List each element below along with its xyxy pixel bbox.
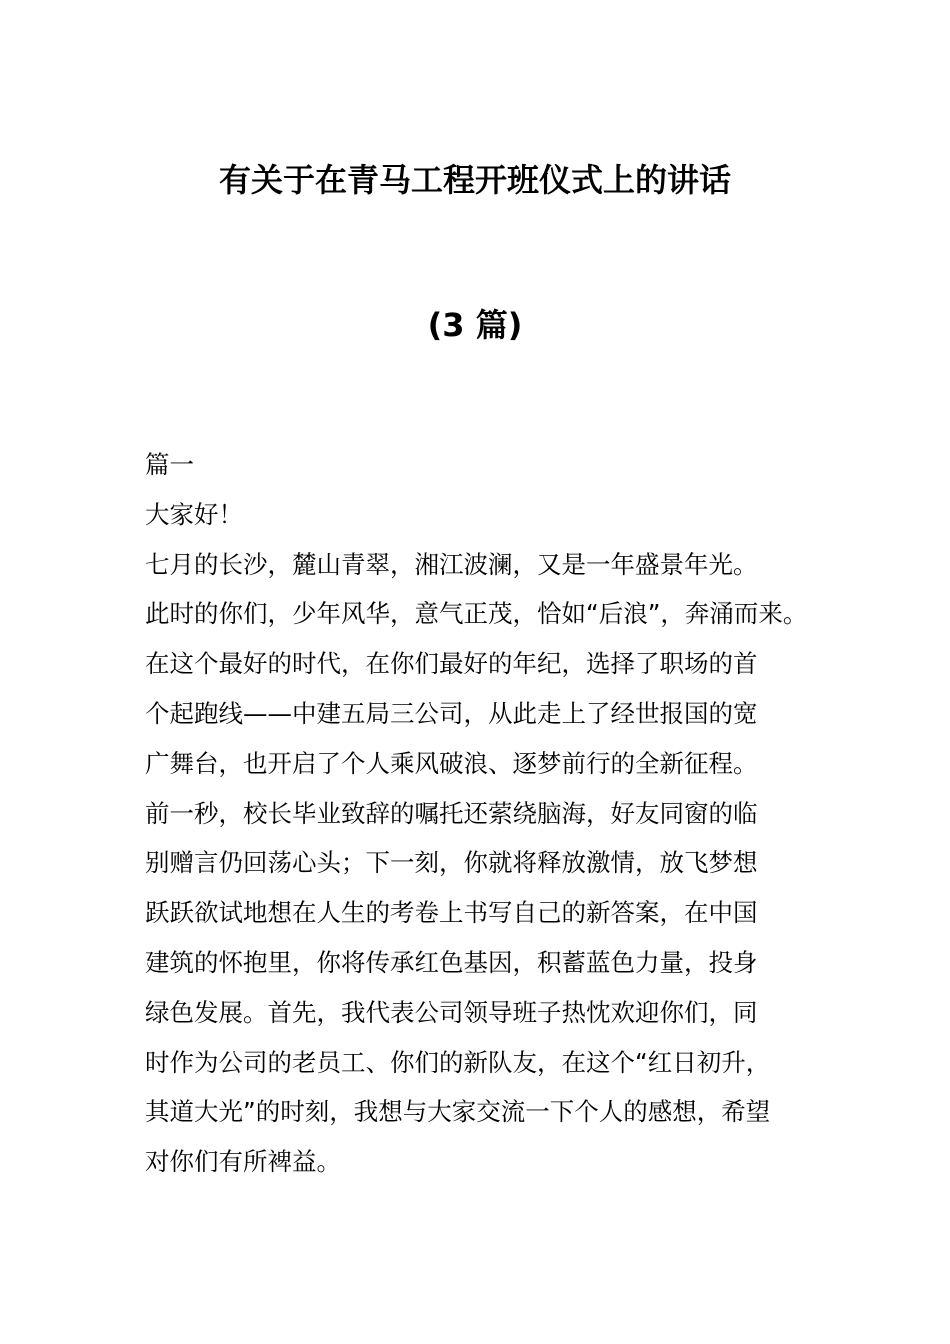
- text-line: 别赠言仍回荡心头；下一刻，你就将释放激情，放飞梦想: [145, 848, 758, 878]
- section-heading: 篇一: [145, 450, 194, 479]
- text-line: 在这个最好的时代，在你们最好的年纪，选择了职场的首: [145, 649, 758, 679]
- text-line: 七月的长沙，麓山青翠，湘江波澜，又是一年盛景年光。: [145, 549, 758, 579]
- text-line: 大家好！: [145, 499, 243, 529]
- text-line: 绿色发展。首先，我代表公司领导班子热忱欢迎你们，同: [145, 997, 758, 1027]
- text-line: 前一秒，校长毕业致辞的嘱托还萦绕脑海，好友同窗的临: [145, 798, 758, 828]
- document-subtitle: (3 篇): [427, 306, 523, 344]
- text-line: 时作为公司的老员工、你们的新队友，在这个“红日初升，: [145, 1047, 771, 1077]
- document-body: [145, 440, 835, 1187]
- text-line: 个起跑线——中建五局三公司，从此走上了经世报国的宽: [145, 698, 758, 728]
- text-line: 跃跃欲试地想在人生的考卷上书写自己的新答案，在中国: [145, 898, 758, 928]
- document-title: 有关于在青马工程开班仪式上的讲话: [218, 161, 731, 199]
- text-line: 其道大光”的时刻，我想与大家交流一下个人的感想，希望: [145, 1097, 771, 1127]
- text-line: 建筑的怀抱里，你将传承红色基因，积蓄蓝色力量，投身: [145, 947, 758, 977]
- text-line: 广舞台，也开启了个人乘风破浪、逐梦前行的全新征程。: [145, 748, 758, 778]
- text-line: 此时的你们，少年风华，意气正茂，恰如“后浪”，奔涌而来。: [145, 599, 808, 629]
- text-line: 对你们有所裨益。: [145, 1147, 341, 1177]
